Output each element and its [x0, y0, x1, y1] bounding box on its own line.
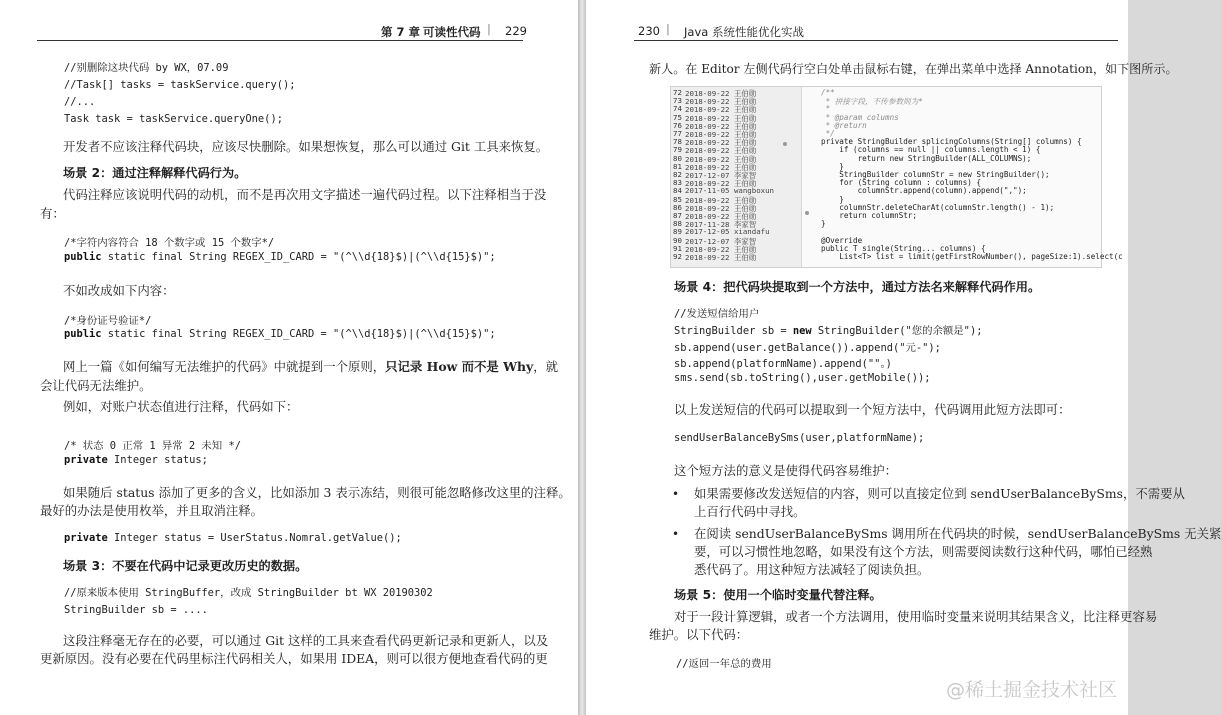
editor-code-line: }: [821, 219, 826, 229]
blame-annotation[interactable]: 2018-09-22 王伯勋: [685, 195, 757, 205]
code-sb-append-2: sb.append(platformName).append(""。): [674, 358, 892, 370]
paragraph-r2: 以上发送短信的代码可以提取到一个短方法中，代码调用此短方法即可：: [674, 402, 1071, 417]
editor-code-line: private StringBuilder splicingColumns(String[] columns) {: [821, 137, 1082, 147]
editor-code-line: * @return: [821, 120, 867, 130]
paragraph-r4-line2: 维护。以下代码：: [649, 627, 749, 642]
header-separator: |: [487, 22, 491, 36]
blame-annotation[interactable]: 2018-09-22 王伯勋: [685, 179, 757, 189]
line-number: 85: [673, 194, 682, 204]
line-number: 83: [673, 178, 682, 188]
gutter-marker-icon: [805, 211, 809, 215]
editor-code-line: *: [821, 104, 831, 114]
blame-annotation[interactable]: 2018-09-22 王伯勋: [685, 212, 757, 221]
editor-code-line: }: [821, 161, 844, 171]
line-number: 82: [673, 170, 682, 179]
paragraph-3: 不如改成如下内容：: [63, 283, 175, 298]
blame-annotation[interactable]: 2017-11-05 wangboxun: [685, 186, 774, 196]
paragraph-r4-line1: 对于一段计算逻辑，或者一个方法调用，使用临时变量来说明其结果含义，比注释更容易: [674, 609, 1158, 624]
editor-code-line: List<T> list = limit(getFirstRowNumber(), pageSize:1).select(c: [821, 252, 1123, 261]
line-number: 81: [673, 161, 682, 171]
blame-annotation[interactable]: 2018-09-22 王伯勋: [685, 130, 757, 139]
code-status-field: private Integer status;: [64, 454, 208, 466]
header-rule-right: [634, 40, 1118, 41]
blame-annotation[interactable]: 2018-09-22 王伯勋: [685, 253, 757, 262]
bullet-1-line1: 如果需要修改发送短信的内容，则可以直接定位到 sendUserBalanceBySms，不需要从: [694, 486, 1185, 501]
scene-4-heading: 场景 4：把代码块提取到一个方法中，通过方法名来解释代码作用。: [674, 280, 1041, 294]
code-block-commented: //别删除这块代码 by WX，07.09 //Task[] tasks = taskService.query(); //... Task task = taskService.queryOne();: [64, 62, 296, 125]
line-number: 84: [673, 186, 682, 196]
blame-annotation[interactable]: 2017-12-05 xiandafu: [685, 227, 770, 237]
book-gutter: [578, 0, 586, 715]
bullet-2-line1: 在阅读 sendUserBalanceBySms 调用所在代码块的时候，sendUserBalanceBySms 无关紧: [694, 526, 1221, 541]
code-block-history: //原来版本使用 StringBuffer，改成 StringBuilder bt WX 20190302 StringBuilder sb = ....: [64, 587, 433, 616]
blame-annotation[interactable]: 2018-09-22 王伯勋: [685, 97, 757, 107]
line-number: 72: [673, 88, 682, 97]
blame-annotation[interactable]: 2018-09-22 王伯勋: [685, 146, 757, 156]
scene-5-heading: 场景 5：使用一个临时变量代替注释。: [674, 588, 882, 602]
blame-annotation[interactable]: 2018-09-22 王伯勋: [685, 89, 757, 98]
editor-code-line: if (columns == null || columns.length < 1) {: [821, 145, 1041, 155]
blame-annotation[interactable]: 2018-09-22 王伯勋: [685, 113, 757, 123]
line-number: 92: [673, 252, 682, 261]
blame-annotation[interactable]: 2017-12-07 李家智: [685, 171, 757, 180]
editor-code-line: return columnStr;: [821, 211, 918, 220]
line-number: 74: [673, 104, 682, 114]
editor-code-line: * @param columns: [821, 112, 899, 122]
paragraph-r1: 新人。在 Editor 左侧代码行空白处单击鼠标右键，在弹出菜单中选择 Annotation，如下图所示。: [649, 62, 1178, 76]
blame-annotation[interactable]: 2017-11-28 李家智: [685, 220, 757, 230]
editor-code-line: return new StringBuilder(ALL_COLUMNS);: [821, 153, 1032, 163]
editor-code-line: @Override: [821, 235, 863, 245]
blame-annotation[interactable]: 2018-09-22 王伯勋: [685, 244, 757, 254]
scene-2-heading: 场景 2：通过注释解释代码行为。: [63, 166, 247, 180]
code-comment-status: /* 状态 0 正常 1 异常 2 未知 */: [64, 440, 241, 452]
code-sms-send: sms.send(sb.toString(),user.getMobile());: [674, 372, 931, 384]
code-comment-idcard: /*身份证号验证*/: [64, 315, 152, 327]
bullet-2-dot: •: [672, 527, 680, 541]
editor-code-line: * 拼接字段，不传参数则为*: [821, 97, 923, 107]
blame-annotation[interactable]: 2018-09-22 王伯勋: [685, 105, 757, 115]
line-number: 87: [673, 211, 682, 220]
paragraph-4-line2: 会让代码无法维护。: [40, 378, 152, 393]
bullet-1-line2: 上百行代码中寻找。: [694, 504, 806, 519]
code-sb-append-1: sb.append(user.getBalance()).append("元-");: [674, 342, 941, 354]
bullet-1-dot: •: [672, 487, 680, 501]
header-rule-left: [37, 40, 523, 41]
editor-code-line: columnStr.append(column).append(",");: [821, 186, 1027, 196]
paragraph-4-line1: 网上一篇《如何编写无法维护的代码》中就提到一个原则，只记录 How 而不是 Why，就: [63, 359, 558, 374]
blame-annotation[interactable]: 2017-12-07 李家智: [685, 236, 757, 246]
paragraph-2-line2: 有：: [40, 206, 65, 221]
blame-annotation[interactable]: 2018-09-22 王伯勋: [685, 138, 757, 148]
code-comment-sms: //发送短信给用户: [674, 308, 760, 320]
page-number-left: 229: [505, 24, 527, 38]
line-number: 79: [673, 145, 682, 155]
page-number-right: 230: [638, 24, 660, 38]
editor-annotation-screenshot: [670, 86, 1123, 268]
code-status-enum: private Integer status = UserStatus.Nomral.getValue();: [64, 532, 402, 544]
editor-code-line: for (String column : columns) {: [821, 178, 982, 188]
line-number: 86: [673, 202, 682, 212]
blame-annotation[interactable]: 2018-09-22 王伯勋: [685, 154, 757, 164]
line-number: 88: [673, 219, 682, 229]
paragraph-2-line1: 代码注释应该说明代码的动机，而不是再次用文字描述一遍代码过程。以下注释相当于没: [63, 187, 547, 202]
chapter-label: 第 7 章: [381, 25, 421, 39]
paragraph-r3: 这个短方法的意义是使得代码容易维护：: [674, 463, 898, 478]
chapter-title: 可读性代码: [423, 25, 481, 39]
line-number: 77: [673, 129, 682, 138]
blame-annotation[interactable]: 2018-09-22 王伯勋: [685, 121, 757, 131]
paragraph-7-line1: 这段注释毫无存在的必要，可以通过 Git 这样的工具来查看代码更新记录和更新人，以及: [63, 633, 549, 648]
header-separator-right: |: [666, 22, 670, 36]
blame-annotation[interactable]: 2018-09-22 王伯勋: [685, 162, 757, 172]
paragraph-1: 开发者不应该注释代码块，应该尽快删除。如果想恢复，那么可以通过 Git 工具来恢复。: [63, 139, 549, 154]
paragraph-5: 例如，对账户状态值进行注释，代码如下：: [63, 399, 299, 414]
line-number: 76: [673, 120, 682, 130]
editor-code-line: */: [821, 129, 835, 138]
editor-code-line: /**: [821, 88, 835, 97]
code-sb-new: StringBuilder sb = new StringBuilder("您的余额是");: [674, 325, 983, 337]
blame-annotation[interactable]: 2018-09-22 王伯勋: [685, 203, 757, 213]
book-title: Java 系统性能优化实战: [684, 25, 804, 39]
left-page: [0, 0, 578, 715]
bullet-2-line2: 要，可以习惯性地忽略，如果没有这个方法，则需要阅读数行这种代码，哪怕已经熟: [694, 544, 1153, 559]
line-number: 90: [673, 235, 682, 245]
editor-code-line: columnStr.deleteCharAt(columnStr.length() - 1);: [821, 202, 1055, 212]
editor-code-line: StringBuilder columnStr = new StringBuilder();: [821, 170, 1050, 179]
line-number: 73: [673, 96, 682, 106]
code-regex-1: public static final String REGEX_ID_CARD = "(^\\d{18}$)|(^\\d{15}$)";: [64, 251, 496, 263]
line-number: 89: [673, 227, 682, 237]
code-comment-yearly: //返回一年总的费用: [676, 658, 772, 670]
code-comment-digits: /*字符内容符合 18 个数字或 15 个数字*/: [64, 237, 275, 249]
line-number: 80: [673, 153, 682, 163]
paragraph-6-line2: 最好的办法是使用枚举，并且取消注释。: [40, 503, 264, 518]
scene-3-heading: 场景 3：不要在代码中记录更改历史的数据。: [63, 559, 308, 573]
line-number: 78: [673, 137, 682, 147]
line-number: 91: [673, 243, 682, 253]
right-page: [586, 0, 1221, 715]
editor-code-line: }: [821, 194, 844, 204]
editor-code-line: public T single(String... columns) {: [821, 243, 986, 253]
code-regex-2: public static final String REGEX_ID_CARD = "(^\\d{18}$)|(^\\d{15}$)";: [64, 328, 496, 340]
bullet-2-line3: 悉代码了。用这种短方法减轻了阅读负担。: [694, 562, 930, 577]
line-number: 75: [673, 112, 682, 122]
paragraph-6-line1: 如果随后 status 添加了更多的含义，比如添加 3 表示冻结，则很可能忽略修改这里的注释。: [63, 485, 571, 500]
code-method-call: sendUserBalanceBySms(user,platformName);: [674, 432, 925, 444]
watermark: @稀土掘金技术社区: [946, 679, 1118, 701]
gutter-marker-icon: [783, 142, 787, 146]
paragraph-7-line2: 更新原因。没有必要在代码里标注代码相关人，如果用 IDEA，则可以很方便地查看代码的更: [40, 651, 548, 666]
